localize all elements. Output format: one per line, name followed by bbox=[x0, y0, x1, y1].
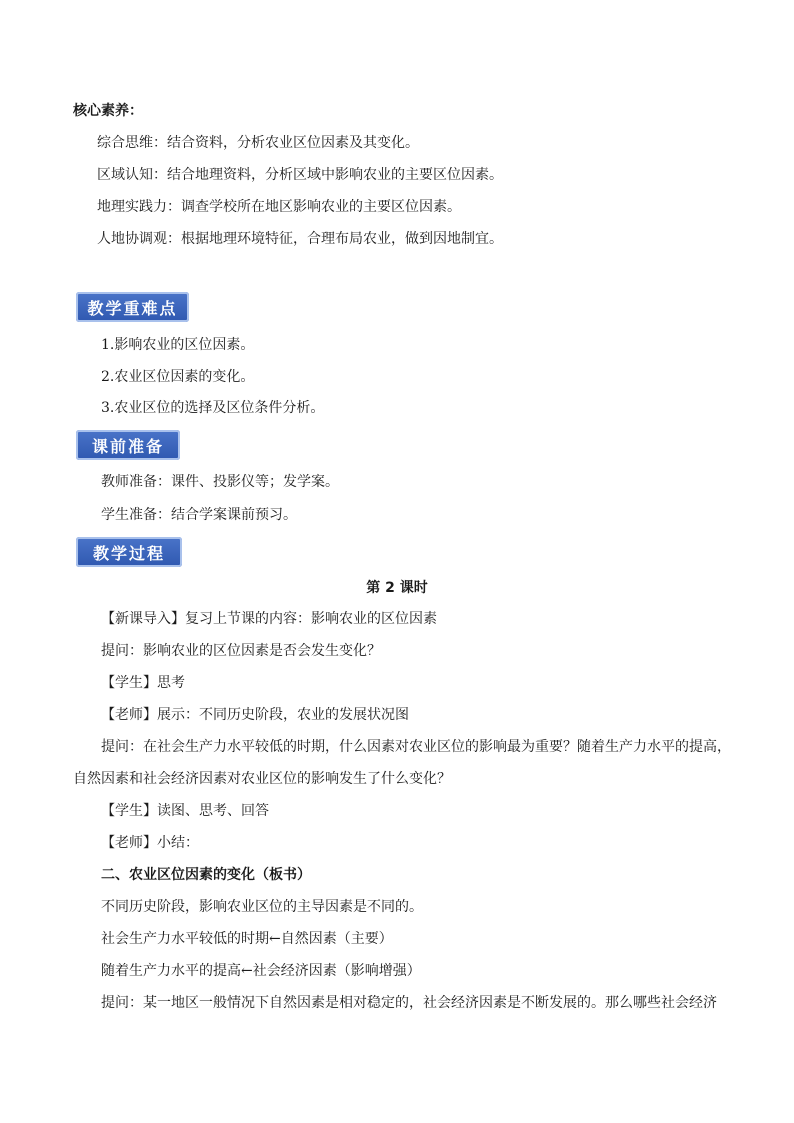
key-point-1: 1.影响农业的区位因素。 bbox=[101, 337, 255, 353]
process-line-1: 【新课导入】复习上节课的内容：影响农业的区位因素 bbox=[101, 611, 437, 627]
key-point-2: 2.农业区位因素的变化。 bbox=[101, 369, 255, 385]
section-badge-process: 教学过程 bbox=[76, 537, 182, 567]
process-line-3: 【学生】思考 bbox=[101, 675, 185, 691]
process-line-8: 【老师】小结： bbox=[101, 835, 199, 851]
section-badge-key-points: 教学重难点 bbox=[76, 292, 189, 322]
core-item-1: 综合思维：结合资料，分析农业区位因素及其变化。 bbox=[97, 135, 419, 151]
board-heading: 二、农业区位因素的变化（板书） bbox=[101, 867, 311, 883]
process-line-7: 【学生】读图、思考、回答 bbox=[101, 803, 269, 819]
process-line-12: 随着生产力水平的提高←社会经济因素（影响增强） bbox=[101, 963, 421, 979]
core-item-3: 地理实践力：调查学校所在地区影响农业的主要区位因素。 bbox=[97, 199, 461, 215]
lesson-title: 第 2 课时 bbox=[366, 580, 428, 596]
process-line-10: 不同历史阶段，影响农业区位的主导因素是不同的。 bbox=[101, 899, 423, 915]
core-heading: 核心素养： bbox=[73, 103, 143, 119]
process-line-5: 提问：在社会生产力水平较低的时期，什么因素对农业区位的影响最为重要？随着生产力水平的提高， bbox=[101, 739, 731, 755]
process-line-2: 提问：影响农业的区位因素是否会发生变化？ bbox=[101, 643, 381, 659]
core-item-2: 区域认知：结合地理资料，分析区域中影响农业的主要区位因素。 bbox=[97, 167, 503, 183]
prep-item-2: 学生准备：结合学案课前预习。 bbox=[101, 507, 297, 523]
section-badge-prep: 课前准备 bbox=[76, 430, 180, 460]
process-line-13: 提问：某一地区一般情况下自然因素是相对稳定的，社会经济因素是不断发展的。那么哪些社会经济 bbox=[101, 995, 717, 1011]
process-line-6: 自然因素和社会经济因素对农业区位的影响发生了什么变化？ bbox=[73, 771, 451, 787]
key-point-3: 3.农业区位的选择及区位条件分析。 bbox=[101, 400, 325, 416]
process-line-4: 【老师】展示：不同历史阶段，农业的发展状况图 bbox=[101, 707, 409, 723]
process-line-11: 社会生产力水平较低的时期←自然因素（主要） bbox=[101, 931, 393, 947]
prep-item-1: 教师准备：课件、投影仪等；发学案。 bbox=[101, 474, 339, 490]
core-item-4: 人地协调观：根据地理环境特征，合理布局农业，做到因地制宜。 bbox=[97, 231, 503, 247]
